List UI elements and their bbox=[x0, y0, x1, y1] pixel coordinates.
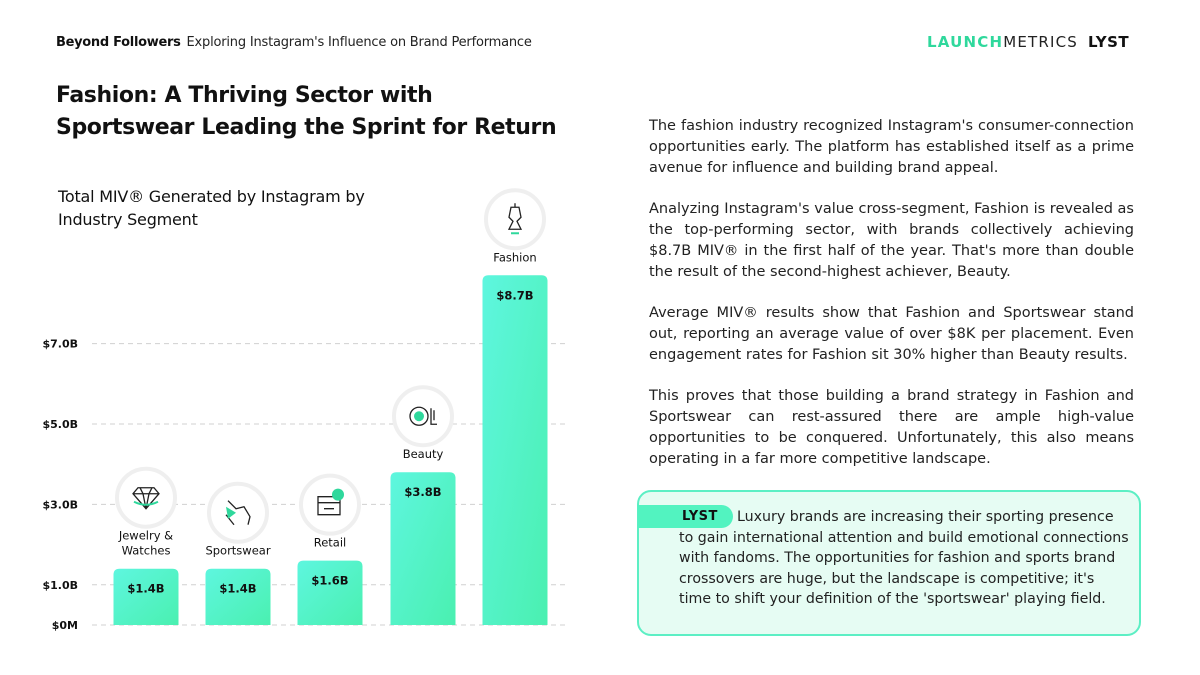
category-label: Fashion bbox=[493, 250, 537, 265]
y-tick-label: $3.0B bbox=[42, 498, 78, 512]
y-tick-label: $7.0B bbox=[42, 337, 78, 351]
mannequin-icon bbox=[486, 190, 544, 248]
bar-value-label: $3.8B bbox=[404, 485, 442, 500]
body-paragraph: The fashion industry recognized Instagram's consumer-connection opportunities early. The platform has established itself as a prime avenue for influence and building brand appeal. bbox=[649, 118, 1134, 176]
category-label: Beauty bbox=[402, 447, 444, 462]
page-title: Fashion: A Thriving Sector with Sportswear Leading the Sprint for Return bbox=[56, 83, 557, 140]
body-text bbox=[649, 116, 1134, 490]
shop-accent bbox=[332, 489, 344, 501]
lyst-callout bbox=[637, 490, 1141, 636]
chart-title: Total MIV® Generated by Instagram by Industry Segment bbox=[58, 187, 365, 229]
launchmetrics-logo: LAUNCHMETRICS bbox=[927, 33, 1079, 51]
bar bbox=[206, 569, 271, 625]
y-tick-label: $1.0B bbox=[42, 578, 78, 592]
bar bbox=[298, 561, 363, 625]
icon-badge bbox=[209, 484, 267, 542]
lyst-logo: LYST bbox=[1088, 33, 1130, 51]
shop-icon bbox=[301, 476, 359, 534]
diamond-icon bbox=[117, 469, 175, 527]
body-paragraph: This proves that those building a brand strategy in Fashion and Sportswear can rest-assured there are ample high-value opportunities to be conquered. Unfortunately, this also means operating in a far more competitive landscape. bbox=[649, 388, 1134, 467]
body-paragraph: Analyzing Instagram's value cross-segment, Fashion is revealed as the top-performing sector, with brands collectively achieving $8.7B MIV® in the first half of the year. That's more than double the result of the second-highest achiever, Beauty. bbox=[649, 201, 1134, 280]
category-label: Sportswear bbox=[205, 543, 271, 558]
callout-tag: LYST bbox=[638, 505, 733, 528]
y-tick-label: $0M bbox=[51, 619, 78, 632]
bar-value-label: $1.4B bbox=[127, 581, 165, 596]
bar-value-label: $1.6B bbox=[311, 573, 349, 588]
report-subtitle: Exploring Instagram's Influence on Brand Performance bbox=[186, 35, 532, 50]
icon-badge bbox=[301, 476, 359, 534]
report-title: Beyond Followers bbox=[56, 35, 181, 50]
category-label: Watches bbox=[121, 543, 171, 558]
category-label: Jewelry & bbox=[118, 528, 174, 543]
bar-value-label: $1.4B bbox=[219, 581, 257, 596]
cosmetics-accent bbox=[414, 411, 424, 421]
bar bbox=[114, 569, 179, 625]
sneaker-icon bbox=[209, 484, 267, 542]
bar-value-label: $8.7B bbox=[496, 288, 534, 303]
cosmetics-icon bbox=[394, 387, 452, 445]
y-tick-label: $5.0B bbox=[42, 418, 78, 431]
icon-badge bbox=[117, 469, 175, 527]
body-paragraph: Average MIV® results show that Fashion and Sportswear stand out, reporting an average value of over $8K per placement. Even engagement rates for Fashion sit 30% higher than Beauty results. bbox=[649, 305, 1134, 363]
bar bbox=[483, 275, 548, 625]
callout-text: Luxury brands are increasing their sporting presence to gain international attention and build emotional connections with fandoms. The opportunities for fashion and sports brand crossovers are huge, but the landscape is competitive; it's time to shift your definition of the 'sportswear' playing field. bbox=[679, 509, 1129, 608]
icon-badge bbox=[486, 190, 544, 248]
category-label: Retail bbox=[313, 535, 347, 550]
